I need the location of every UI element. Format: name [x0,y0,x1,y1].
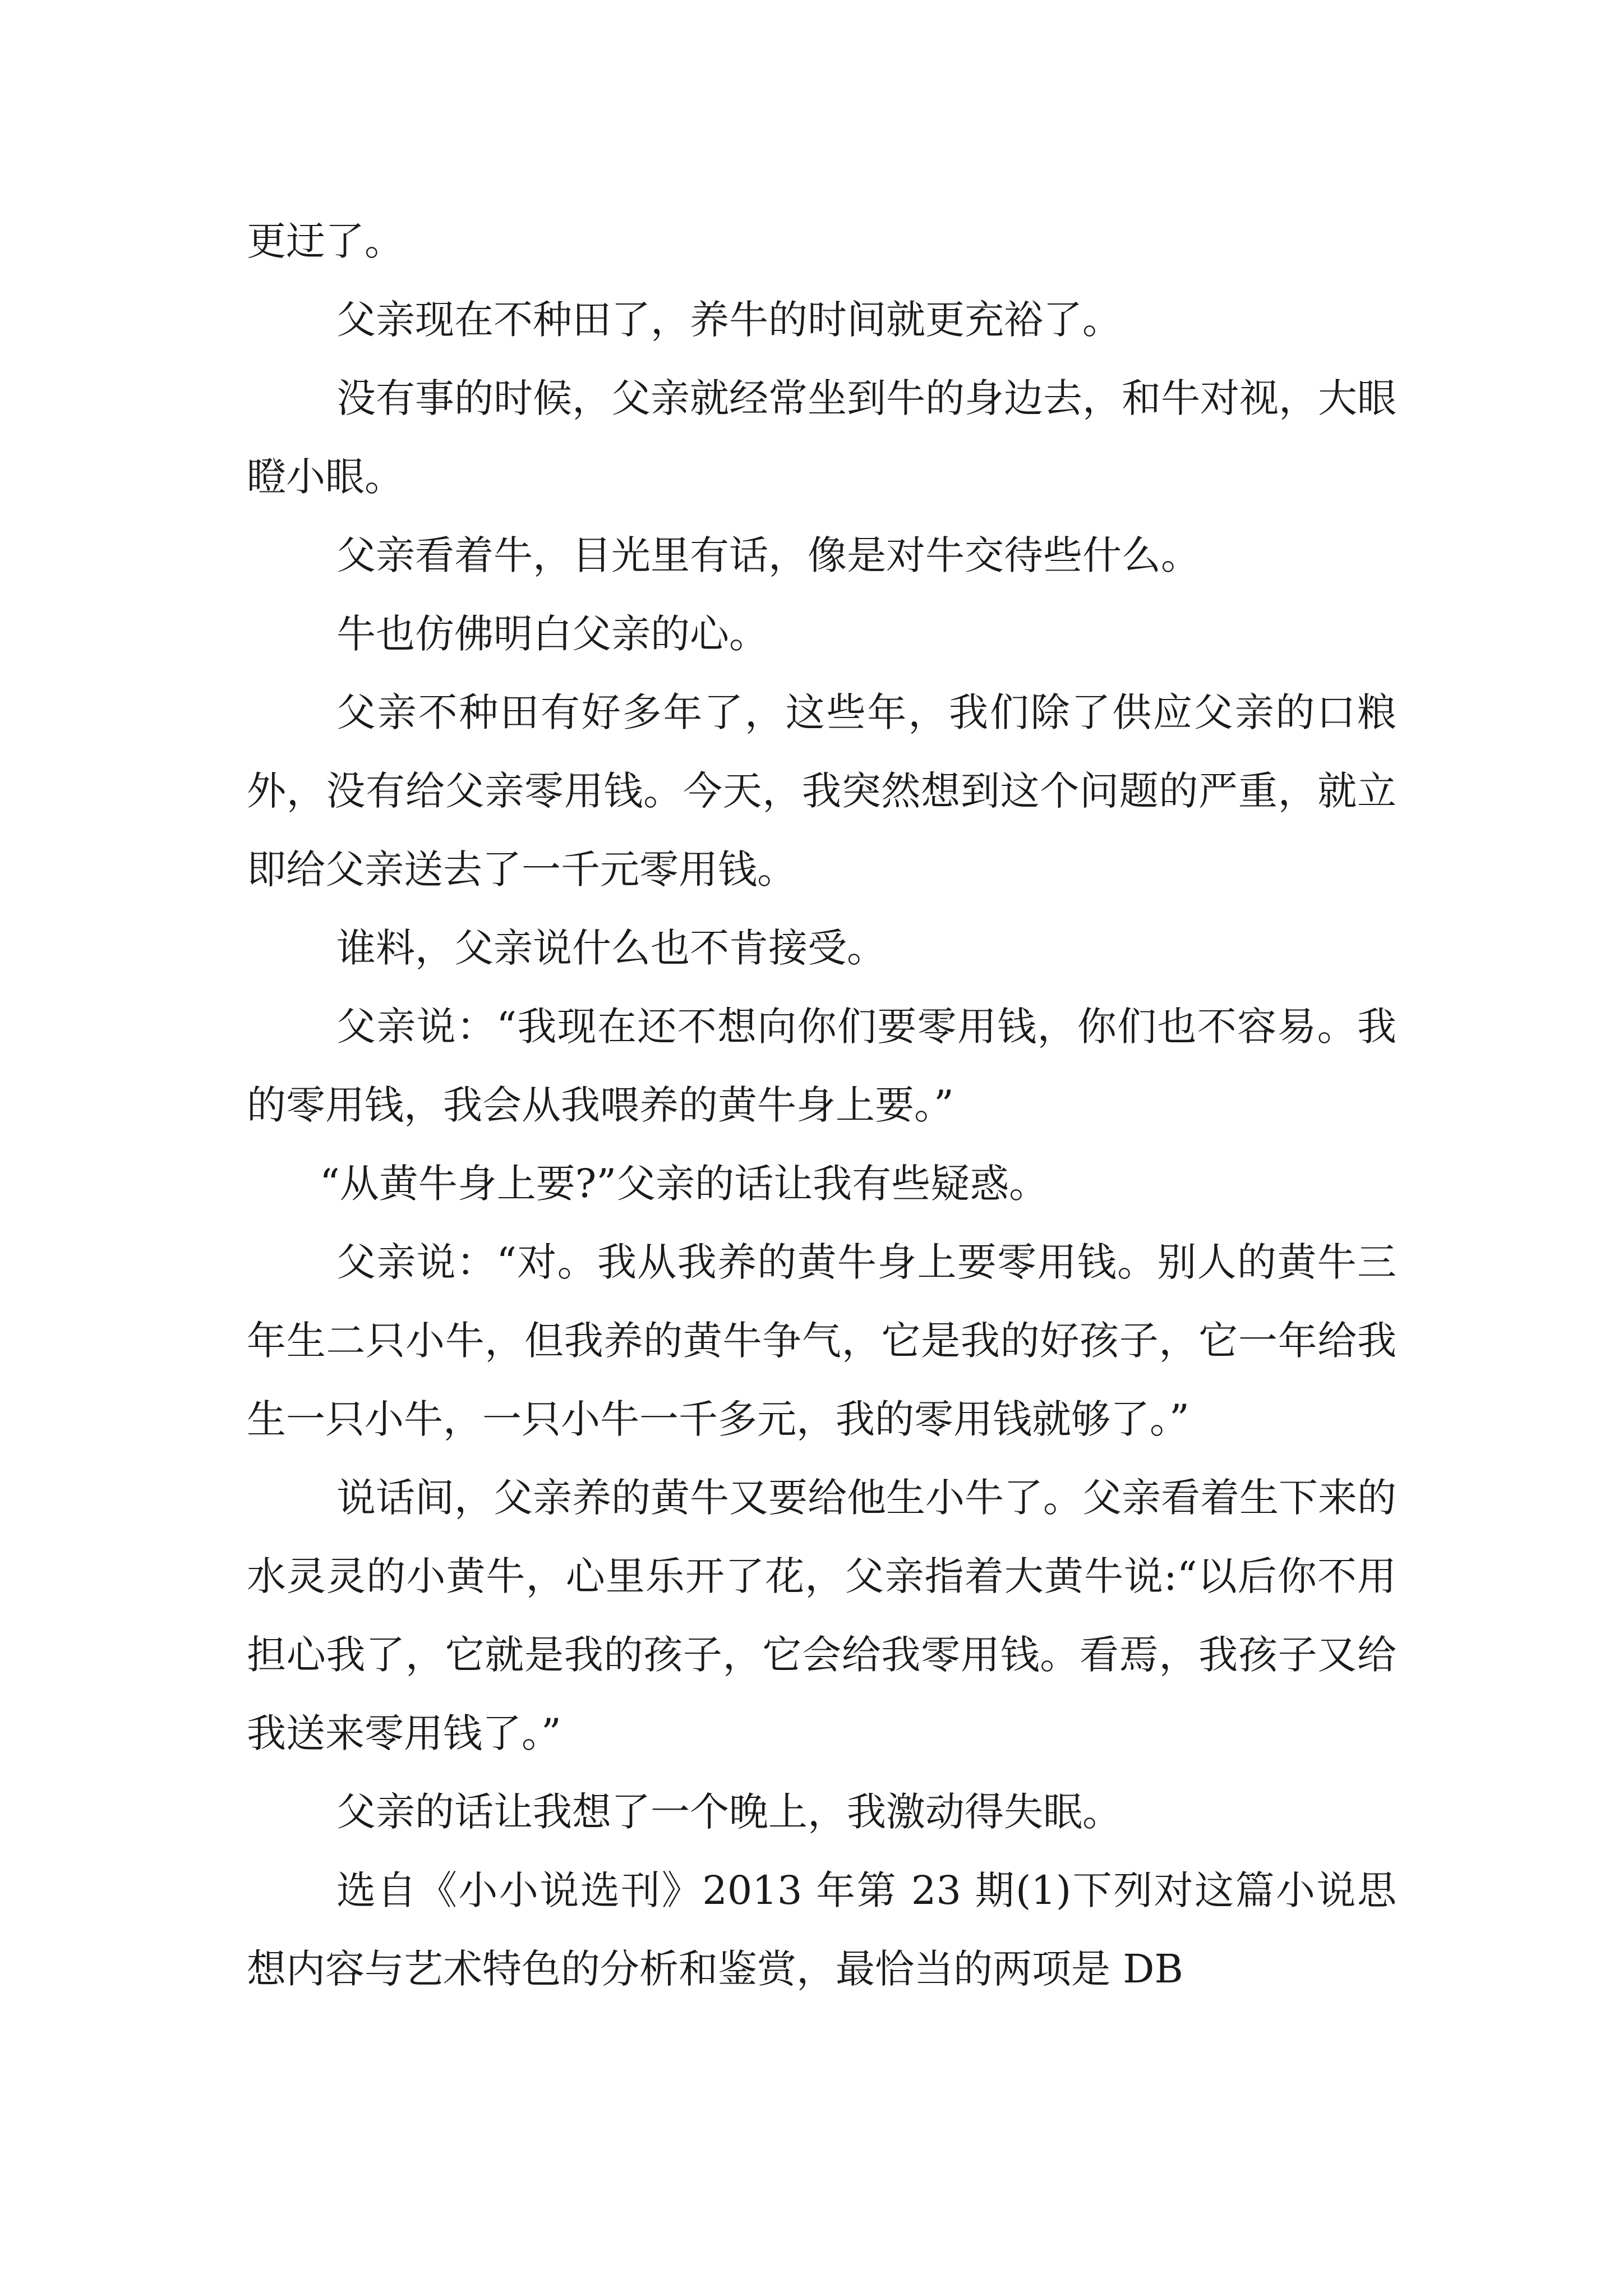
paragraph: 父亲说：“对。我从我养的黄牛身上要零用钱。别人的黄牛三年生二只小牛，但我养的黄牛争气，它是我的好孩子，它一年给我生一只小牛，一只小牛一千多元，我的零用钱就够了。” [247,1239,1396,1442]
paragraph: 说话间，父亲养的黄牛又要给他生小牛了。父亲看着生下来的水灵灵的小黄牛，心里乐开了花，父亲指着大黄牛说:“以后你不用担心我了，它就是我的孩子，它会给我零用钱。看焉，我孩子又给我送来零用钱了。” [247,1475,1396,1756]
paragraph: 父亲不种田有好多年了，这些年，我们除了供应父亲的口粮外，没有给父亲零用钱。今天，我突然想到这个问题的严重，就立即给父亲送去了一千元零用钱。 [247,689,1396,892]
paragraph: “从黄牛身上要?”父亲的话让我有些疑惑。 [320,1161,1049,1207]
paragraph: 父亲现在不种田了，养牛的时间就更充裕了。 [336,297,1122,343]
source-and-question: 选自《小小说选刊》2013 年第 23 期(1)下列对这篇小说思想内容与艺术特色的分析和鉴赏，最恰当的两项是 DB [247,1867,1396,1992]
paragraph: 谁料，父亲说什么也不肯接受。 [336,925,886,971]
document-page [247,202,1396,2008]
paragraph: 没有事的时候，父亲就经常坐到牛的身边去，和牛对视，大眼瞪小眼。 [247,375,1396,500]
paragraph: 父亲的话让我想了一个晚上，我激动得失眠。 [336,1789,1122,1835]
paragraph: 父亲说：“我现在还不想向你们要零用钱，你们也不容易。我的零用钱，我会从我喂养的黄牛身上要。” [247,1004,1396,1128]
paragraph: 更迂了。 [247,218,404,264]
paragraph: 父亲看着牛，目光里有话，像是对牛交待些什么。 [336,532,1200,578]
paragraph: 牛也仿佛明白父亲的心。 [336,611,768,657]
